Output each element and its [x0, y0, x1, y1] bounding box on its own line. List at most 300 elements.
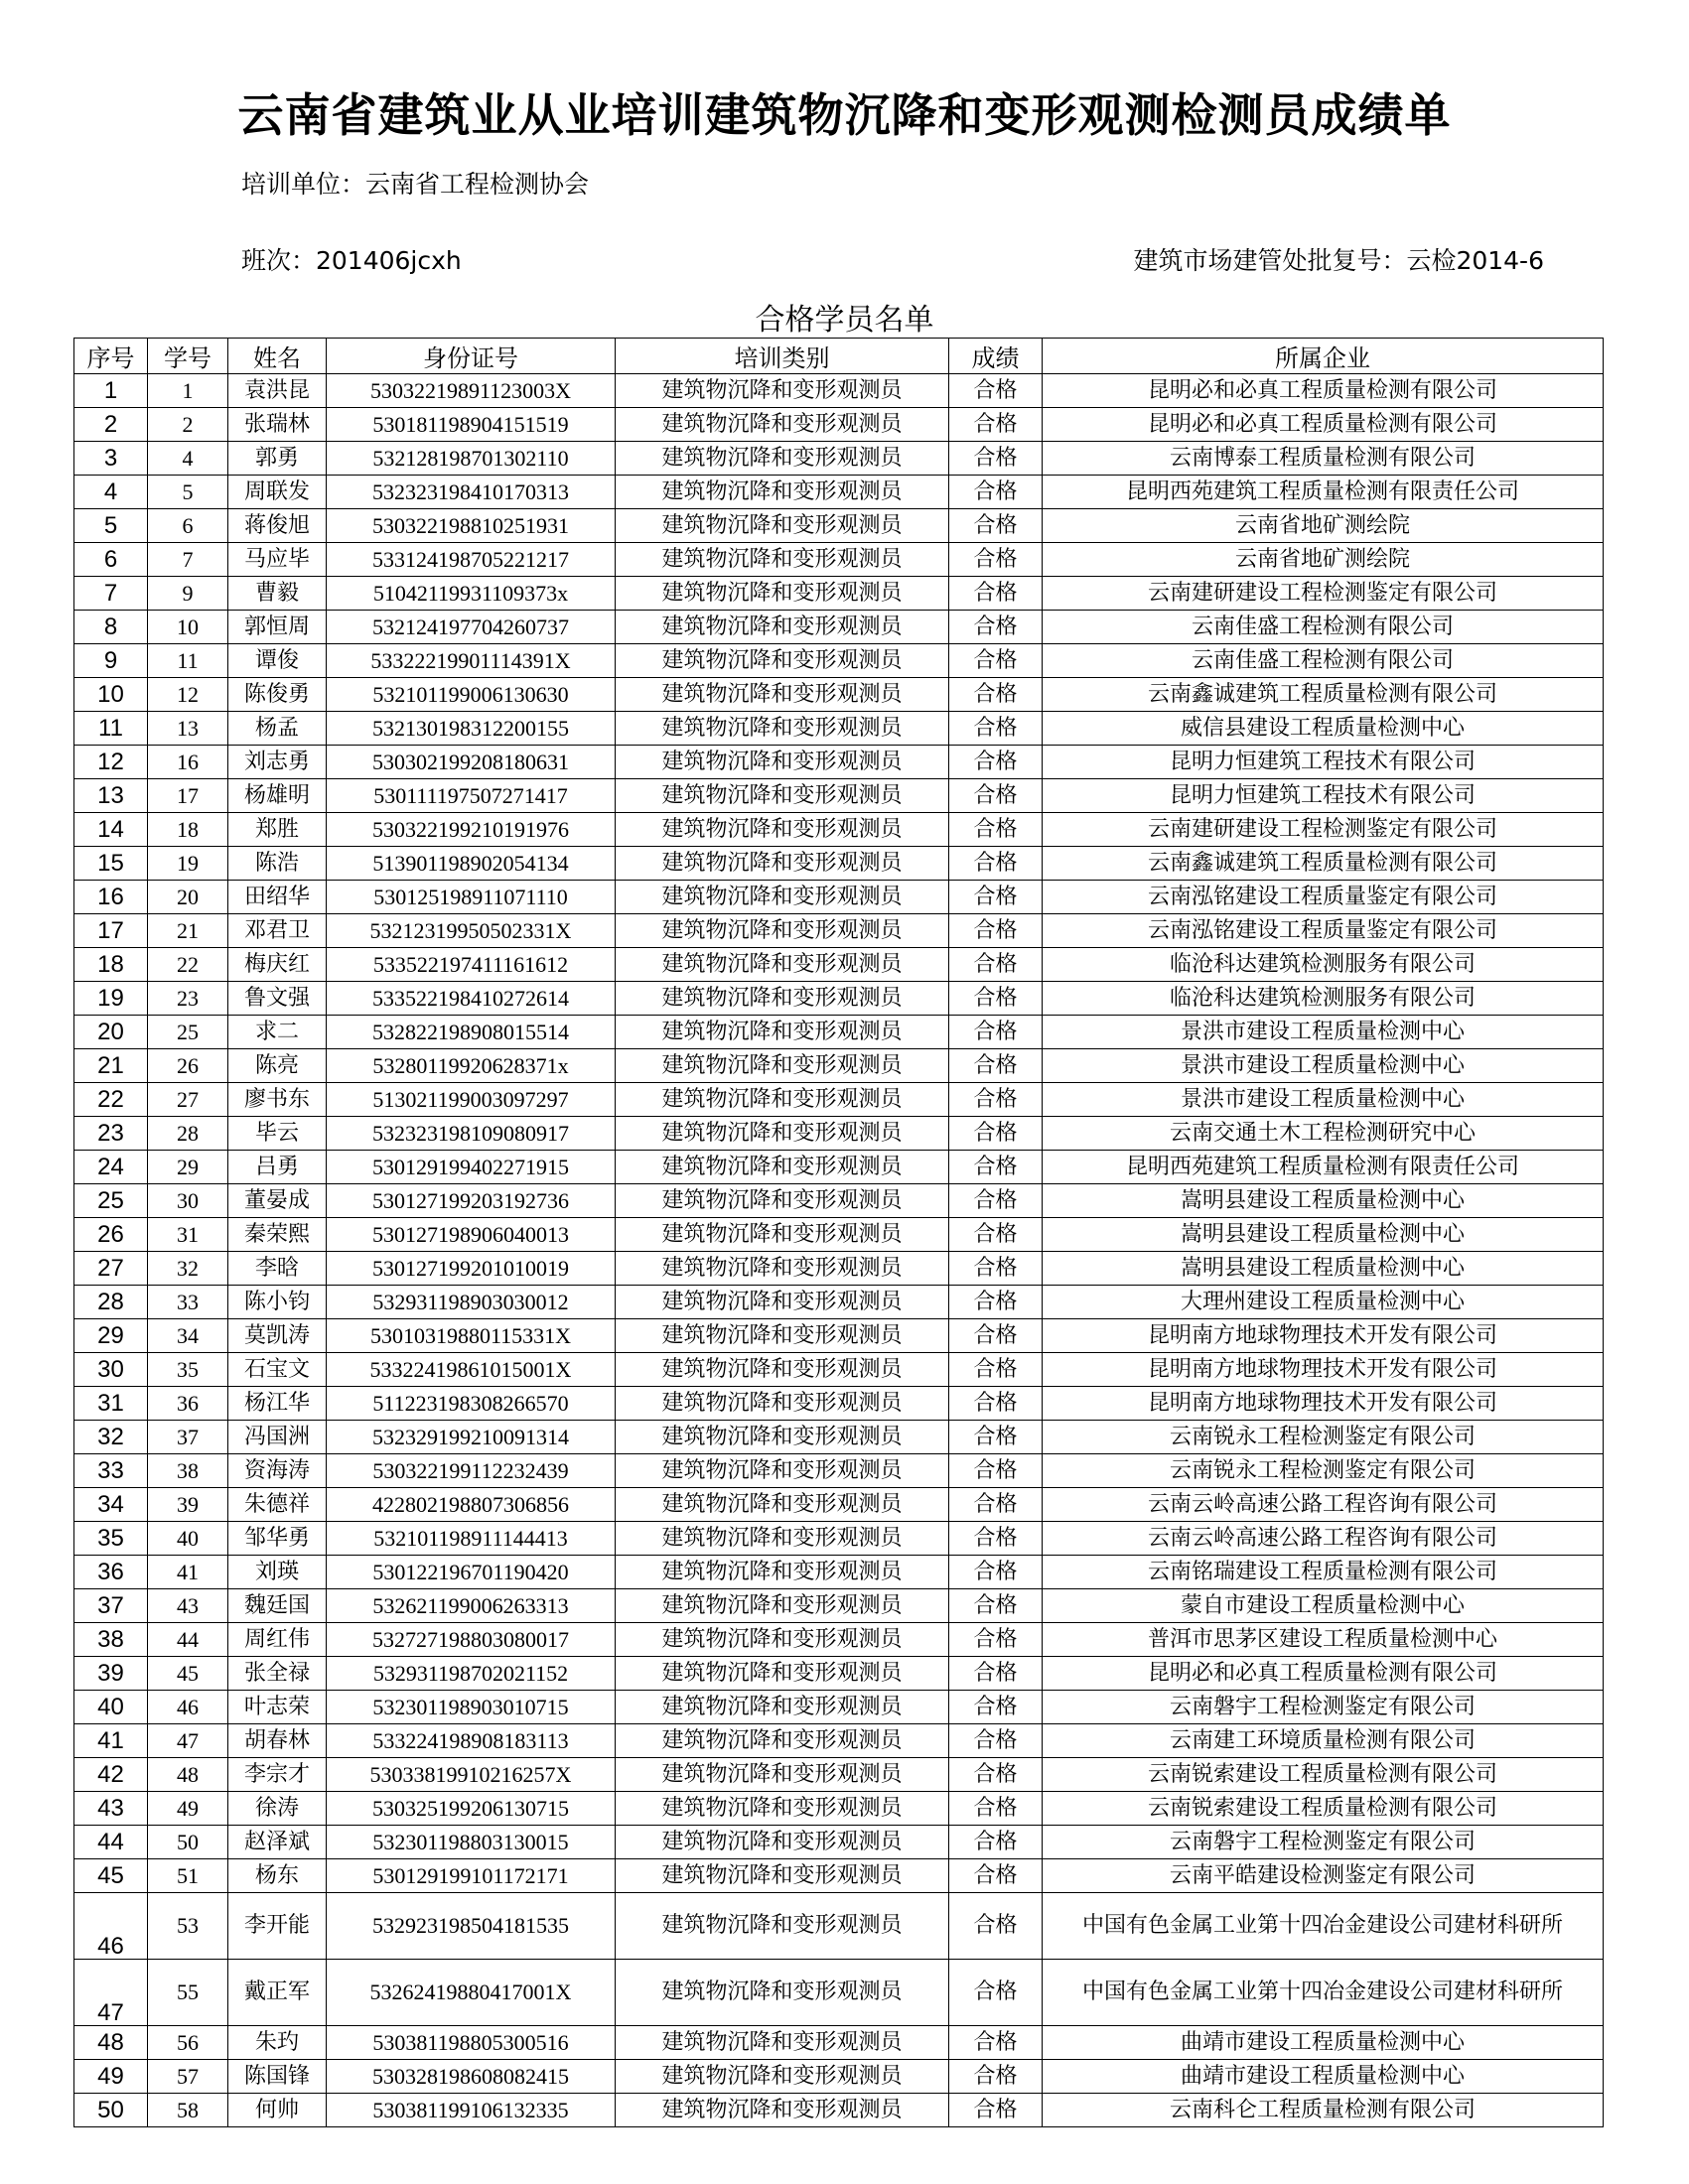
- cell-score: 合格: [949, 1454, 1043, 1488]
- cell-id-number: 513021199003097297: [327, 1083, 616, 1117]
- cell-category: 建筑物沉降和变形观测员: [616, 847, 949, 881]
- cell-name: 周联发: [228, 476, 327, 509]
- cell-id-number: 532329199210091314: [327, 1421, 616, 1454]
- cell-score: 合格: [949, 1522, 1043, 1556]
- cell-seq: 35: [74, 1522, 148, 1556]
- cell-student-no: 20: [148, 881, 228, 914]
- cell-name: 董晏成: [228, 1184, 327, 1218]
- cell-seq: 37: [74, 1589, 148, 1623]
- cell-student-no: 7: [148, 543, 228, 577]
- cell-id-number: 53010319880115331X: [327, 1319, 616, 1353]
- cell-student-no: 33: [148, 1286, 228, 1319]
- cell-student-no: 53: [148, 1893, 228, 1960]
- cell-id-number: 53032219891123003X: [327, 374, 616, 408]
- cell-company: 云南省地矿测绘院: [1043, 509, 1604, 543]
- cell-category: 建筑物沉降和变形观测员: [616, 509, 949, 543]
- header-id-number: 身份证号: [327, 339, 616, 374]
- table-row: [74, 1657, 1604, 1691]
- cell-company: 云南泓铭建设工程质量鉴定有限公司: [1043, 881, 1604, 914]
- cell-seq: 8: [74, 611, 148, 644]
- cell-score: 合格: [949, 1826, 1043, 1859]
- cell-seq: 38: [74, 1623, 148, 1657]
- cell-seq: 50: [74, 2094, 148, 2127]
- cell-seq: 15: [74, 847, 148, 881]
- table-row: [74, 1387, 1604, 1421]
- cell-name: 陈国锋: [228, 2060, 327, 2094]
- cell-score: 合格: [949, 982, 1043, 1016]
- cell-id-number: 532923198504181535: [327, 1893, 616, 1960]
- cell-id-number: 533522198410272614: [327, 982, 616, 1016]
- cell-score: 合格: [949, 1960, 1043, 2026]
- cell-seq: 22: [74, 1083, 148, 1117]
- cell-score: 合格: [949, 1623, 1043, 1657]
- cell-id-number: 530127199201010019: [327, 1252, 616, 1286]
- cell-company: 嵩明县建设工程质量检测中心: [1043, 1218, 1604, 1252]
- cell-student-no: 41: [148, 1556, 228, 1589]
- table-row: [74, 1421, 1604, 1454]
- cell-seq: 29: [74, 1319, 148, 1353]
- cell-score: 合格: [949, 1758, 1043, 1792]
- cell-seq: 16: [74, 881, 148, 914]
- cell-score: 合格: [949, 1657, 1043, 1691]
- cell-seq: 6: [74, 543, 148, 577]
- table-row: [74, 374, 1604, 408]
- cell-student-no: 35: [148, 1353, 228, 1387]
- cell-category: 建筑物沉降和变形观测员: [616, 982, 949, 1016]
- cell-name: 杨雄明: [228, 779, 327, 813]
- cell-seq: 40: [74, 1691, 148, 1724]
- cell-seq: 49: [74, 2060, 148, 2094]
- cell-id-number: 530322198810251931: [327, 509, 616, 543]
- cell-name: 邹华勇: [228, 1522, 327, 1556]
- header-name: 姓名: [228, 339, 327, 374]
- cell-id-number: 532931198702021152: [327, 1657, 616, 1691]
- cell-score: 合格: [949, 712, 1043, 746]
- cell-company: 云南建研建设工程检测鉴定有限公司: [1043, 813, 1604, 847]
- cell-id-number: 530129199101172171: [327, 1859, 616, 1893]
- cell-company: 昆明必和必真工程质量检测有限公司: [1043, 374, 1604, 408]
- cell-student-no: 45: [148, 1657, 228, 1691]
- cell-student-no: 34: [148, 1319, 228, 1353]
- cell-company: 中国有色金属工业第十四冶金建设公司建材科研所: [1043, 1893, 1604, 1960]
- cell-category: 建筑物沉降和变形观测员: [616, 577, 949, 611]
- cell-score: 合格: [949, 1286, 1043, 1319]
- cell-id-number: 530381199106132335: [327, 2094, 616, 2127]
- results-table: [73, 338, 1604, 2127]
- cell-score: 合格: [949, 1387, 1043, 1421]
- cell-company: 昆明力恒建筑工程技术有限公司: [1043, 779, 1604, 813]
- cell-score: 合格: [949, 1691, 1043, 1724]
- cell-seq: 28: [74, 1286, 148, 1319]
- cell-seq: 26: [74, 1218, 148, 1252]
- cell-company: 昆明力恒建筑工程技术有限公司: [1043, 746, 1604, 779]
- cell-student-no: 18: [148, 813, 228, 847]
- cell-company: 云南建研建设工程检测鉴定有限公司: [1043, 577, 1604, 611]
- table-row: [74, 1758, 1604, 1792]
- table-row: [74, 813, 1604, 847]
- cell-score: 合格: [949, 881, 1043, 914]
- cell-company: 景洪市建设工程质量检测中心: [1043, 1049, 1604, 1083]
- cell-company: 云南佳盛工程检测有限公司: [1043, 611, 1604, 644]
- cell-id-number: 53212319950502331X: [327, 914, 616, 948]
- cell-company: 普洱市思茅区建设工程质量检测中心: [1043, 1623, 1604, 1657]
- cell-name: 资海涛: [228, 1454, 327, 1488]
- cell-name: 毕云: [228, 1117, 327, 1151]
- cell-score: 合格: [949, 1589, 1043, 1623]
- cell-name: 李晗: [228, 1252, 327, 1286]
- cell-category: 建筑物沉降和变形观测员: [616, 1657, 949, 1691]
- cell-seq: 30: [74, 1353, 148, 1387]
- cell-student-no: 31: [148, 1218, 228, 1252]
- cell-id-number: 513901198902054134: [327, 847, 616, 881]
- table-row: [74, 2060, 1604, 2094]
- table-row: [74, 1117, 1604, 1151]
- table-row: [74, 1724, 1604, 1758]
- cell-company: 云南泓铭建设工程质量鉴定有限公司: [1043, 914, 1604, 948]
- cell-name: 赵泽斌: [228, 1826, 327, 1859]
- cell-score: 合格: [949, 1083, 1043, 1117]
- cell-student-no: 12: [148, 678, 228, 712]
- cell-student-no: 57: [148, 2060, 228, 2094]
- cell-student-no: 25: [148, 1016, 228, 1049]
- cell-category: 建筑物沉降和变形观测员: [616, 1117, 949, 1151]
- cell-score: 合格: [949, 1353, 1043, 1387]
- cell-score: 合格: [949, 2094, 1043, 2127]
- table-row: [74, 1556, 1604, 1589]
- cell-name: 秦荣熙: [228, 1218, 327, 1252]
- cell-name: 莫凯涛: [228, 1319, 327, 1353]
- header-student-no: 学号: [148, 339, 228, 374]
- cell-seq: 12: [74, 746, 148, 779]
- cell-company: 云南平皓建设检测鉴定有限公司: [1043, 1859, 1604, 1893]
- cell-student-no: 55: [148, 1960, 228, 2026]
- cell-name: 叶志荣: [228, 1691, 327, 1724]
- cell-score: 合格: [949, 948, 1043, 982]
- cell-category: 建筑物沉降和变形观测员: [616, 746, 949, 779]
- cell-company: 昆明南方地球物理技术开发有限公司: [1043, 1319, 1604, 1353]
- cell-category: 建筑物沉降和变形观测员: [616, 1589, 949, 1623]
- cell-score: 合格: [949, 611, 1043, 644]
- cell-score: 合格: [949, 847, 1043, 881]
- cell-score: 合格: [949, 1319, 1043, 1353]
- cell-company: 云南建工环境质量检测有限公司: [1043, 1724, 1604, 1758]
- cell-id-number: 530381198805300516: [327, 2026, 616, 2060]
- cell-category: 建筑物沉降和变形观测员: [616, 813, 949, 847]
- cell-id-number: 532101198911144413: [327, 1522, 616, 1556]
- cell-id-number: 53033819910216257X: [327, 1758, 616, 1792]
- cell-company: 曲靖市建设工程质量检测中心: [1043, 2026, 1604, 2060]
- cell-name: 郑胜: [228, 813, 327, 847]
- cell-seq: 1: [74, 374, 148, 408]
- cell-name: 廖书东: [228, 1083, 327, 1117]
- cell-seq: 42: [74, 1758, 148, 1792]
- cell-company: 临沧科达建筑检测服务有限公司: [1043, 948, 1604, 982]
- cell-name: 何帅: [228, 2094, 327, 2127]
- cell-company: 临沧科达建筑检测服务有限公司: [1043, 982, 1604, 1016]
- cell-id-number: 530328198608082415: [327, 2060, 616, 2094]
- cell-seq: 18: [74, 948, 148, 982]
- cell-category: 建筑物沉降和变形观测员: [616, 1218, 949, 1252]
- cell-seq: 17: [74, 914, 148, 948]
- cell-name: 戴正军: [228, 1960, 327, 2026]
- cell-student-no: 46: [148, 1691, 228, 1724]
- table-row: [74, 2026, 1604, 2060]
- cell-company: 昆明南方地球物理技术开发有限公司: [1043, 1353, 1604, 1387]
- cell-id-number: 53322219901114391X: [327, 644, 616, 678]
- cell-company: 中国有色金属工业第十四冶金建设公司建材科研所: [1043, 1960, 1604, 2026]
- cell-category: 建筑物沉降和变形观测员: [616, 1893, 949, 1960]
- cell-student-no: 22: [148, 948, 228, 982]
- cell-name: 朱玓: [228, 2026, 327, 2060]
- cell-score: 合格: [949, 1724, 1043, 1758]
- cell-seq: 45: [74, 1859, 148, 1893]
- approval-number: 建筑市场建管处批复号：云检2014-6: [1133, 246, 1544, 275]
- cell-seq: 32: [74, 1421, 148, 1454]
- table-row: [74, 577, 1604, 611]
- cell-id-number: 530325199206130715: [327, 1792, 616, 1826]
- table-row: [74, 914, 1604, 948]
- cell-student-no: 28: [148, 1117, 228, 1151]
- cell-score: 合格: [949, 644, 1043, 678]
- table-row: [74, 408, 1604, 442]
- cell-student-no: 5: [148, 476, 228, 509]
- cell-student-no: 4: [148, 442, 228, 476]
- cell-student-no: 48: [148, 1758, 228, 1792]
- cell-company: 云南云岭高速公路工程咨询有限公司: [1043, 1488, 1604, 1522]
- cell-company: 云南佳盛工程检测有限公司: [1043, 644, 1604, 678]
- cell-seq: 13: [74, 779, 148, 813]
- cell-company: 昆明南方地球物理技术开发有限公司: [1043, 1387, 1604, 1421]
- cell-id-number: 53262419880417001X: [327, 1960, 616, 2026]
- cell-score: 合格: [949, 2026, 1043, 2060]
- table-row: [74, 1826, 1604, 1859]
- cell-id-number: 532323198109080917: [327, 1117, 616, 1151]
- cell-student-no: 17: [148, 779, 228, 813]
- cell-category: 建筑物沉降和变形观测员: [616, 1826, 949, 1859]
- cell-id-number: 53322419861015001X: [327, 1353, 616, 1387]
- cell-name: 张全禄: [228, 1657, 327, 1691]
- cell-name: 朱德祥: [228, 1488, 327, 1522]
- cell-seq: 10: [74, 678, 148, 712]
- cell-name: 陈小钧: [228, 1286, 327, 1319]
- cell-student-no: 9: [148, 577, 228, 611]
- cell-student-no: 10: [148, 611, 228, 644]
- cell-id-number: 530129199402271915: [327, 1151, 616, 1184]
- cell-score: 合格: [949, 1792, 1043, 1826]
- table-row: [74, 1049, 1604, 1083]
- cell-category: 建筑物沉降和变形观测员: [616, 1522, 949, 1556]
- cell-company: 大理州建设工程质量检测中心: [1043, 1286, 1604, 1319]
- cell-name: 郭勇: [228, 442, 327, 476]
- table-row: [74, 1016, 1604, 1049]
- cell-id-number: 530302199208180631: [327, 746, 616, 779]
- cell-student-no: 49: [148, 1792, 228, 1826]
- table-row: [74, 1589, 1604, 1623]
- table-row: [74, 712, 1604, 746]
- cell-id-number: 532101199006130630: [327, 678, 616, 712]
- cell-student-no: 23: [148, 982, 228, 1016]
- cell-seq: 33: [74, 1454, 148, 1488]
- cell-category: 建筑物沉降和变形观测员: [616, 1960, 949, 2026]
- cell-name: 李开能: [228, 1893, 327, 1960]
- cell-id-number: 53280119920628371x: [327, 1049, 616, 1083]
- cell-company: 景洪市建设工程质量检测中心: [1043, 1016, 1604, 1049]
- cell-seq: 19: [74, 982, 148, 1016]
- cell-category: 建筑物沉降和变形观测员: [616, 2094, 949, 2127]
- cell-score: 合格: [949, 1184, 1043, 1218]
- cell-name: 田绍华: [228, 881, 327, 914]
- cell-seq: 39: [74, 1657, 148, 1691]
- cell-company: 昆明西苑建筑工程质量检测有限责任公司: [1043, 476, 1604, 509]
- cell-id-number: 422802198807306856: [327, 1488, 616, 1522]
- cell-id-number: 530322199112232439: [327, 1454, 616, 1488]
- cell-score: 合格: [949, 1016, 1043, 1049]
- cell-category: 建筑物沉降和变形观测员: [616, 611, 949, 644]
- cell-score: 合格: [949, 2060, 1043, 2094]
- cell-company: 云南锐永工程检测鉴定有限公司: [1043, 1421, 1604, 1454]
- cell-seq: 27: [74, 1252, 148, 1286]
- cell-seq: 36: [74, 1556, 148, 1589]
- cell-score: 合格: [949, 1893, 1043, 1960]
- cell-company: 云南锐索建设工程质量检测有限公司: [1043, 1792, 1604, 1826]
- cell-score: 合格: [949, 408, 1043, 442]
- cell-student-no: 39: [148, 1488, 228, 1522]
- cell-category: 建筑物沉降和变形观测员: [616, 1016, 949, 1049]
- cell-id-number: 532130198312200155: [327, 712, 616, 746]
- table-row: [74, 1286, 1604, 1319]
- table-row: [74, 1893, 1604, 1960]
- cell-category: 建筑物沉降和变形观测员: [616, 1184, 949, 1218]
- cell-student-no: 11: [148, 644, 228, 678]
- cell-score: 合格: [949, 1421, 1043, 1454]
- cell-id-number: 532301198803130015: [327, 1826, 616, 1859]
- cell-seq: 47: [74, 1960, 148, 2026]
- cell-score: 合格: [949, 1859, 1043, 1893]
- table-row: [74, 1454, 1604, 1488]
- cell-score: 合格: [949, 577, 1043, 611]
- cell-category: 建筑物沉降和变形观测员: [616, 1353, 949, 1387]
- cell-category: 建筑物沉降和变形观测员: [616, 2060, 949, 2094]
- cell-category: 建筑物沉降和变形观测员: [616, 374, 949, 408]
- cell-id-number: 532822198908015514: [327, 1016, 616, 1049]
- cell-student-no: 56: [148, 2026, 228, 2060]
- cell-score: 合格: [949, 746, 1043, 779]
- cell-company: 云南云岭高速公路工程咨询有限公司: [1043, 1522, 1604, 1556]
- cell-id-number: 532323198410170313: [327, 476, 616, 509]
- cell-name: 魏廷国: [228, 1589, 327, 1623]
- cell-id-number: 530127199203192736: [327, 1184, 616, 1218]
- cell-student-no: 37: [148, 1421, 228, 1454]
- cell-id-number: 511223198308266570: [327, 1387, 616, 1421]
- cell-category: 建筑物沉降和变形观测员: [616, 712, 949, 746]
- cell-category: 建筑物沉降和变形观测员: [616, 1691, 949, 1724]
- cell-name: 胡春林: [228, 1724, 327, 1758]
- cell-student-no: 16: [148, 746, 228, 779]
- cell-student-no: 21: [148, 914, 228, 948]
- cell-seq: 7: [74, 577, 148, 611]
- cell-id-number: 532931198903030012: [327, 1286, 616, 1319]
- class-number: 班次：201406jcxh: [241, 246, 462, 275]
- cell-id-number: 533124198705221217: [327, 543, 616, 577]
- cell-seq: 21: [74, 1049, 148, 1083]
- cell-score: 合格: [949, 374, 1043, 408]
- cell-seq: 14: [74, 813, 148, 847]
- cell-category: 建筑物沉降和变形观测员: [616, 644, 949, 678]
- cell-seq: 23: [74, 1117, 148, 1151]
- cell-name: 杨江华: [228, 1387, 327, 1421]
- cell-company: 昆明必和必真工程质量检测有限公司: [1043, 1657, 1604, 1691]
- cell-company: 云南鑫诚建筑工程质量检测有限公司: [1043, 678, 1604, 712]
- table-row: [74, 1151, 1604, 1184]
- table-row: [74, 678, 1604, 712]
- cell-student-no: 2: [148, 408, 228, 442]
- cell-id-number: 532727198803080017: [327, 1623, 616, 1657]
- cell-student-no: 36: [148, 1387, 228, 1421]
- header-company: 所属企业: [1043, 339, 1604, 374]
- cell-category: 建筑物沉降和变形观测员: [616, 543, 949, 577]
- cell-student-no: 43: [148, 1589, 228, 1623]
- cell-student-no: 6: [148, 509, 228, 543]
- cell-id-number: 530122196701190420: [327, 1556, 616, 1589]
- cell-score: 合格: [949, 476, 1043, 509]
- table-row: [74, 1488, 1604, 1522]
- cell-name: 曹毅: [228, 577, 327, 611]
- table-row: [74, 1252, 1604, 1286]
- table-row: [74, 1218, 1604, 1252]
- cell-company: 云南博泰工程质量检测有限公司: [1043, 442, 1604, 476]
- cell-company: 昆明西苑建筑工程质量检测有限责任公司: [1043, 1151, 1604, 1184]
- list-title: 合格学员名单: [755, 303, 934, 338]
- cell-category: 建筑物沉降和变形观测员: [616, 1083, 949, 1117]
- cell-id-number: 533522197411161612: [327, 948, 616, 982]
- cell-company: 嵩明县建设工程质量检测中心: [1043, 1184, 1604, 1218]
- table-row: [74, 476, 1604, 509]
- cell-score: 合格: [949, 543, 1043, 577]
- cell-name: 袁洪昆: [228, 374, 327, 408]
- cell-category: 建筑物沉降和变形观测员: [616, 1859, 949, 1893]
- cell-score: 合格: [949, 1117, 1043, 1151]
- cell-name: 李宗才: [228, 1758, 327, 1792]
- cell-name: 周红伟: [228, 1623, 327, 1657]
- cell-seq: 11: [74, 712, 148, 746]
- cell-student-no: 1: [148, 374, 228, 408]
- cell-student-no: 26: [148, 1049, 228, 1083]
- table-row: [74, 982, 1604, 1016]
- cell-name: 邓君卫: [228, 914, 327, 948]
- cell-category: 建筑物沉降和变形观测员: [616, 1319, 949, 1353]
- cell-name: 梅庆红: [228, 948, 327, 982]
- cell-category: 建筑物沉降和变形观测员: [616, 1488, 949, 1522]
- cell-category: 建筑物沉降和变形观测员: [616, 881, 949, 914]
- cell-seq: 24: [74, 1151, 148, 1184]
- cell-student-no: 29: [148, 1151, 228, 1184]
- cell-score: 合格: [949, 1218, 1043, 1252]
- cell-student-no: 32: [148, 1252, 228, 1286]
- cell-score: 合格: [949, 779, 1043, 813]
- table-row: [74, 847, 1604, 881]
- cell-student-no: 38: [148, 1454, 228, 1488]
- table-row: [74, 1623, 1604, 1657]
- table-row: [74, 1083, 1604, 1117]
- cell-score: 合格: [949, 1488, 1043, 1522]
- cell-name: 刘瑛: [228, 1556, 327, 1589]
- cell-id-number: 51042119931109373x: [327, 577, 616, 611]
- table-row: [74, 779, 1604, 813]
- cell-score: 合格: [949, 509, 1043, 543]
- cell-seq: 44: [74, 1826, 148, 1859]
- cell-score: 合格: [949, 442, 1043, 476]
- header-category: 培训类别: [616, 339, 949, 374]
